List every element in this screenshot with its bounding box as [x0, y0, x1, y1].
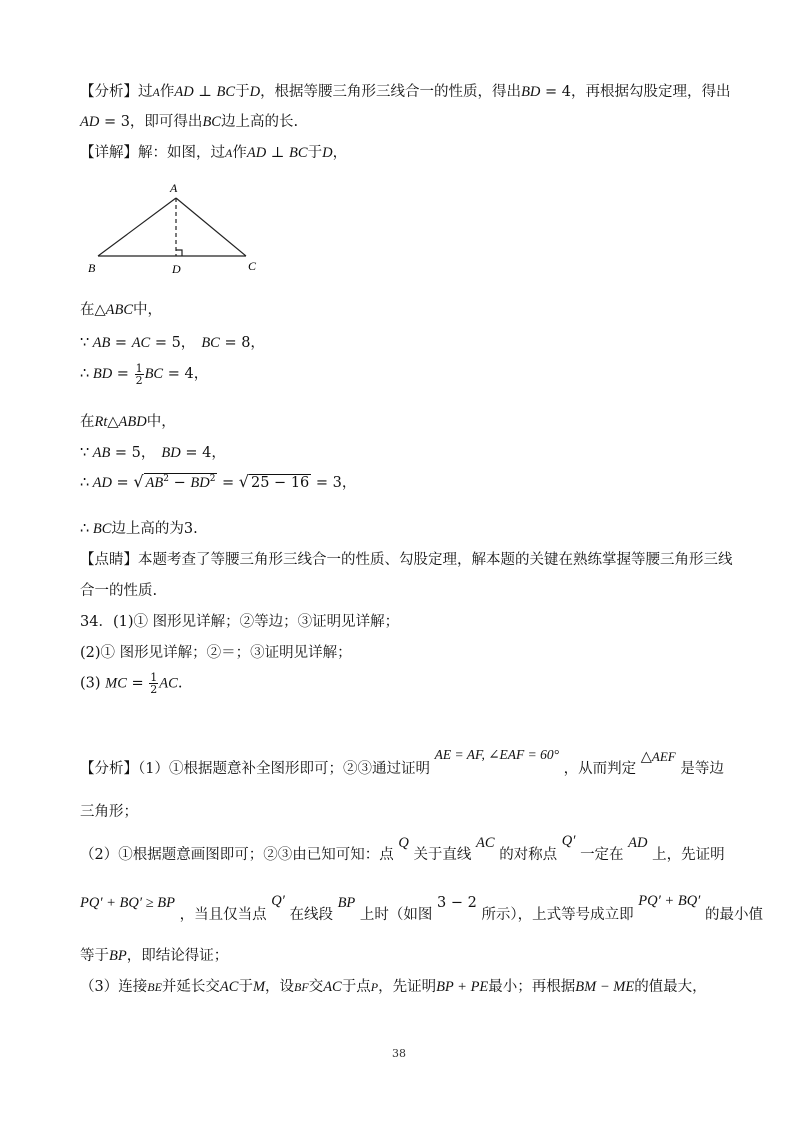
analysis-34-line-2: 三角形； — [80, 804, 138, 820]
detail-line-8: ∴ BC边上高的为3. — [80, 521, 198, 537]
triangle-figure — [86, 178, 286, 278]
label-d: D — [172, 262, 181, 276]
analysis-34-line-6: （3）连接BE并延长交AC于M，设BF交AC于点P，先证明BP + PE最小；再根据BM − ME的值最大， — [80, 979, 707, 995]
detail-line-6: ∵ AB = 5， BD = 4， — [80, 445, 226, 461]
page-number: 38 — [392, 1047, 406, 1060]
label-b: B — [88, 261, 96, 275]
analysis-34-line-3: （2）①根据题意画图即可；②③由已知可知：点 Q 关于直线 AC 的对称点 Q′ 一定在 AD 上，先证明 — [80, 833, 725, 863]
detail-line-4: ∴ BD = $\frac{1}{2}$ BC = 4， — [80, 361, 209, 387]
analysis-34-line-4: PQ′ + BQ′ ≥ BP ，当且仅当点 Q′ 在线段 BP 上时（如图 3 − 2 所示），上式等号成立即 PQ′ + BQ′ 的最小值 — [80, 893, 763, 923]
analysis-line-1: 【分析】过A作AD ⊥ BC于D，根据等腰三角形三线合一的性质，得出BD = 4，再根据勾股定理，得出 — [80, 84, 731, 100]
answer-34-part-3: (3) MC = $\frac{1}{2}$ AC. — [80, 671, 183, 696]
label-c: C — [248, 259, 257, 273]
detail-line-2: 在△ABC中， — [80, 302, 163, 318]
analysis-34-line-1: 【分析】（1）①根据题意补全图形即可；②③通过证明 AE = AF, ∠EAF = 60° ，从而判定 △AEF 是等边 — [80, 747, 724, 777]
answer-34-part-2: (2)① 图形见详解；②＝；③证明见详解； — [80, 645, 352, 661]
analysis-34-line-5: 等于BP，即结论得证； — [80, 948, 229, 964]
detail-line-3: ∵ AB = AC = 5， BC = 8， — [80, 335, 265, 351]
detail-line-5: 在Rt△ABD中， — [80, 414, 176, 430]
answer-34-part-1: 34．(1)① 图形见详解；②等边；③证明见详解； — [80, 614, 400, 630]
detail-line-7: ∴ AD = √ $AB^2 - BD^2$ = √ 25 − 16 = 3， — [80, 472, 357, 491]
detail-line-1: 【详解】解：如图，过A作AD ⊥ BC于D， — [80, 145, 348, 161]
comment-line-1: 【点睛】本题考查了等腰三角形三线合一的性质、勾股定理，解本题的关键在熟练掌握等腰三角形三线 — [80, 552, 733, 568]
analysis-line-2: AD = 3，即可得出BC边上高的长. — [80, 114, 299, 130]
comment-line-2: 合一的性质. — [80, 583, 158, 599]
label-a: A — [170, 181, 178, 195]
